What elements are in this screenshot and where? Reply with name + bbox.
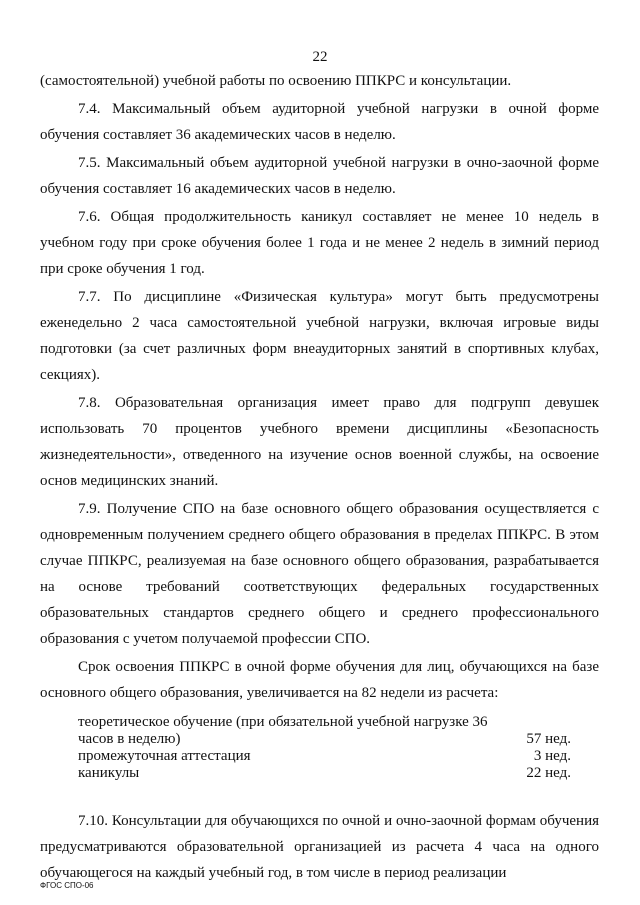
schedule-value: 3 нед.: [533, 748, 571, 764]
schedule-list: [78, 714, 571, 782]
schedule-label: теоретическое обучение (при обязательной учебной нагрузке 36 часов в неделю): [78, 714, 488, 747]
paragraph-7-7: 7.7. По дисциплине «Физическая культура» могут быть предусмотрены еженедельно 2 часа самостоятельной учебной нагрузки, включая игровые виды подготовки (за счет различных форм внеаудиторных занятий в спортивных клубах, секциях).: [40, 289, 599, 383]
schedule-row: [78, 748, 571, 765]
paragraph-7-4: 7.4. Максимальный объем аудиторной учебной нагрузки в очной форме обучения составляет 36 академических часов в неделю.: [40, 101, 599, 143]
schedule-label: каникулы: [78, 765, 140, 781]
schedule-value: 22 нед.: [526, 765, 571, 781]
paragraph-7-10: 7.10. Консультации для обучающихся по очной и очно-заочной формам обучения предусматриваются образовательной организацией из расчета 4 часа на одного обучающегося на каждый учебный год, в том числе в период реализации: [40, 813, 599, 881]
document-body: [40, 68, 599, 886]
paragraph-7-6: 7.6. Общая продолжительность каникул составляет не менее 10 недель в учебном году при сроке обучения более 1 года и не менее 2 недель в зимний период при сроке обучения 1 год.: [40, 209, 599, 277]
footer-code: ФГОС СПО-06: [40, 881, 94, 890]
schedule-label: промежуточная аттестация: [78, 748, 251, 764]
schedule-row: [78, 714, 571, 748]
paragraph-continuation: (самостоятельной) учебной работы по освоению ППКРС и консультации.: [40, 73, 512, 89]
paragraph-7-9: 7.9. Получение СПО на базе основного общего образования осуществляется с одновременным получением среднего общего образования в пределах ППКРС. В этом случае ППКРС, реализуемая на базе основного общего образования, разрабатывается на основе требований соответствующих федеральных государственных образовательных стандартов среднего общего и среднего профессионального образования с учетом получаемой профессии СПО.: [40, 501, 599, 647]
paragraph-duration: Срок освоения ППКРС в очной форме обучения для лиц, обучающихся на базе основного общего образования, увеличивается на 82 недели из расчета:: [40, 659, 599, 701]
schedule-row: [78, 765, 571, 782]
page-number: 22: [312, 49, 328, 65]
schedule-value: 57 нед.: [526, 731, 571, 747]
paragraph-7-8: 7.8. Образовательная организация имеет право для подгрупп девушек использовать 70 процентов учебного времени дисциплины «Безопасность жизнедеятельности», отведенного на изучение основ военной службы, на освоение основ медицинских знаний.: [40, 395, 599, 489]
paragraph-7-5: 7.5. Максимальный объем аудиторной учебной нагрузки в очно-заочной форме обучения составляет 16 академических часов в неделю.: [40, 155, 599, 197]
